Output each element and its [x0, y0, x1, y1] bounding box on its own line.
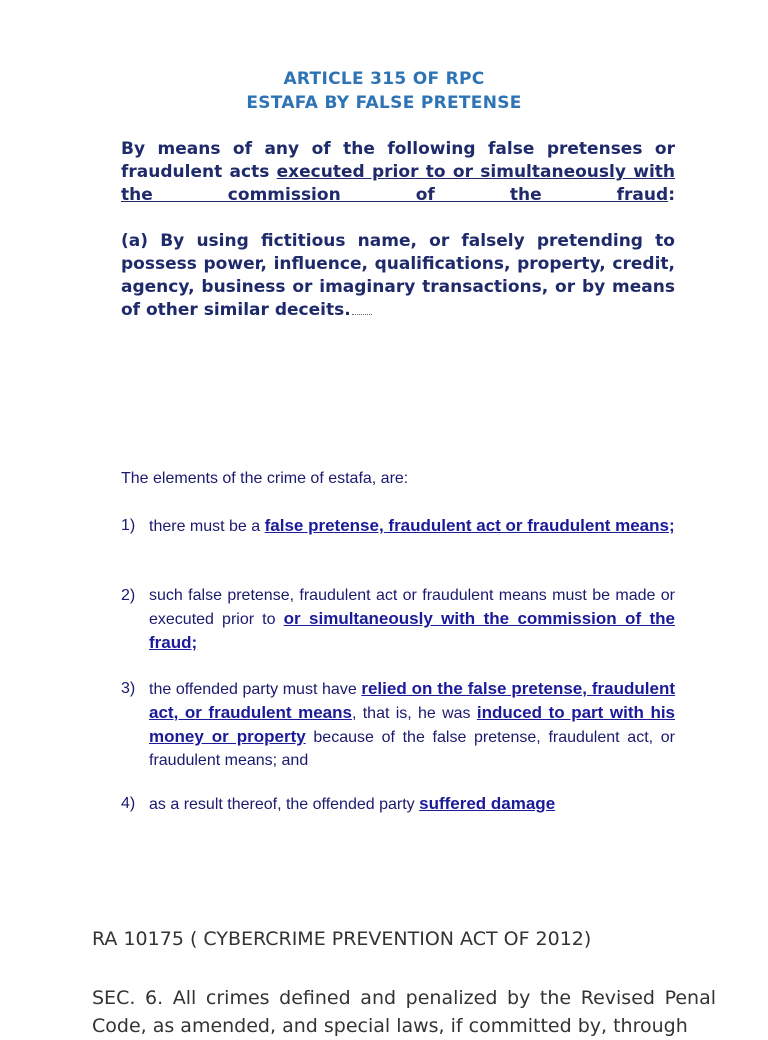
element-number: 3) — [121, 680, 136, 697]
ra-title: RA 10175 ( CYBERCRIME PREVENTION ACT OF 2012) — [92, 928, 592, 950]
element-highlight: suffered damage — [419, 794, 556, 813]
article-title: ARTICLE 315 OF RPC — [283, 69, 485, 89]
dotted-leader — [352, 310, 372, 315]
element-item-1 — [121, 514, 675, 538]
elements-heading: The elements of the crime of estafa, are: — [121, 470, 409, 487]
element-text: such false pretense, fraudulent act or fraudulent means must be made or executed prior to — [149, 587, 675, 628]
element-highlight: induced to part with his money or property — [149, 703, 676, 746]
element-number: 4) — [121, 795, 136, 812]
element-text: , that is, he was — [351, 705, 477, 722]
intro-text: By means of any of the following false pretenses or fraudulent acts — [121, 139, 675, 182]
ra-section-text: SEC. 6. All crimes defined and penalized by the Revised Penal Code, as amended, and special laws, if committed by, through — [92, 987, 716, 1037]
intro-underlined-text: executed prior to or simultaneously with the commission of the fraud — [121, 162, 676, 205]
element-number: 2) — [121, 587, 136, 604]
element-text: the offended party must have — [149, 681, 362, 698]
element-text: there must be a — [149, 518, 265, 535]
paragraph-a-text: (a) By using fictitious name, or falsely pretending to possess power, influence, qualifications, property, credit, agency, business or imaginary transactions, or by means of other similar deceits. — [121, 231, 675, 320]
element-item-3 — [121, 677, 675, 772]
paragraph-a — [121, 230, 675, 322]
element-text: as a result thereof, the offended party — [149, 796, 420, 813]
element-body — [149, 792, 675, 816]
element-number: 1) — [121, 517, 136, 534]
article-subtitle: ESTAFA BY FALSE PRETENSE — [246, 93, 522, 113]
element-body — [149, 584, 675, 655]
element-highlight: relied on the false pretense, fraudulent act, or fraudulent means — [149, 679, 675, 722]
element-item-2 — [121, 584, 675, 655]
element-text: because of the false pretense, fraudulent act, or fraudulent means; and — [149, 729, 676, 769]
intro-colon: : — [668, 185, 675, 205]
element-item-4 — [121, 792, 675, 816]
element-highlight: false pretense, fraudulent act or fraudulent means; — [264, 516, 675, 535]
intro-paragraph — [121, 138, 675, 207]
element-highlight: or simultaneously with the commission of the fraud; — [149, 609, 675, 652]
element-body — [149, 677, 675, 772]
element-body — [149, 514, 675, 538]
